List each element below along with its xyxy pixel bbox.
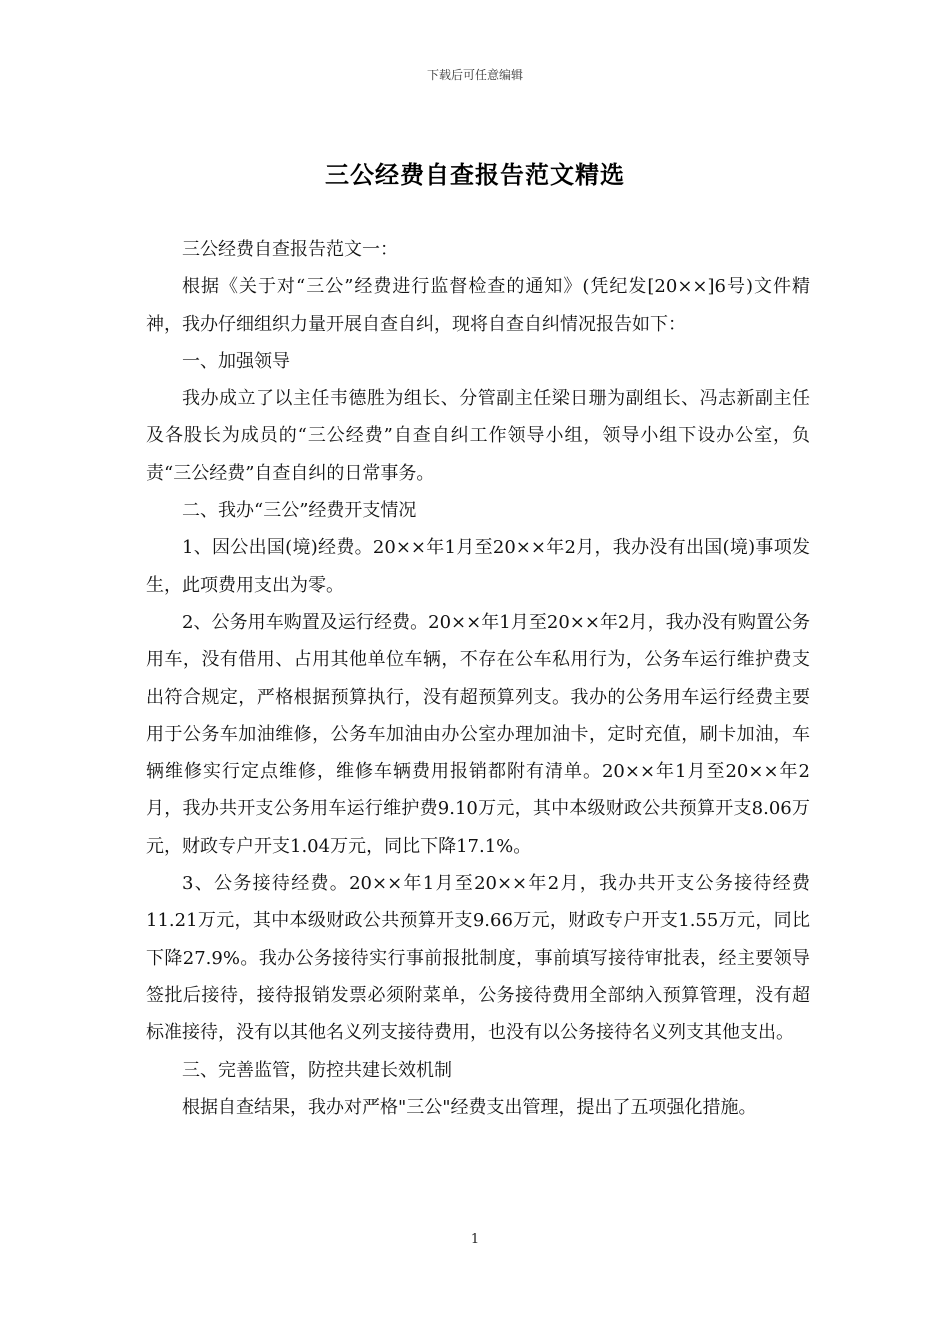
paragraph-basis: 根据《关于对“三公”经费进行监督检查的通知》(凭纪发[20××]6号)文件精神，我办仔细组织力量开展自查自纠，现将自查自纠情况报告如下： xyxy=(146,276,810,335)
section-heading-supervision: 三、完善监管，防控共建长效机制 xyxy=(182,1059,452,1081)
section-heading-leadership: 一、加强领导 xyxy=(182,350,290,372)
paragraph-leadership: 我办成立了以主任韦德胜为组长、分管副主任梁日珊为副组长、冯志新副主任及各股长为成员的“三公经费”自查自纠工作领导小组，领导小组下设办公室，负责“三公经费”自查自纠的日常事务。 xyxy=(146,388,810,484)
document-body xyxy=(146,231,810,1126)
paragraph-intro-heading: 三公经费自查报告范文一： xyxy=(182,239,398,260)
document-title: 三公经费自查报告范文精选 xyxy=(325,160,625,189)
page-number: 1 xyxy=(470,1232,480,1247)
paragraph-overseas-travel: 1、因公出国(境)经费。20××年1月至20××年2月，我办没有出国(境)事项发生，此项费用支出为零。 xyxy=(146,537,810,596)
paragraph-official-vehicles: 2、公务用车购置及运行经费。20××年1月至20××年2月，我办没有购置公务用车，没有借用、占用其他单位车辆，不存在公车私用行为，公务车运行维护费支出符合规定，严格根据预算执行，没有超预算列支。我办的公务用车运行经费主要用于公务车加油维修，公务车加油由办公室办理加油卡，定时充值，刷卡加油，车辆维修实行定点维修，维修车辆费用报销都附有清单。20××年1月至20××年2月，我办共开支公务用车运行维护费9.10万元，其中本级财政公共预算开支8.06万元，财政专户开支1.04万元，同比下降17.1%。 xyxy=(146,611,810,857)
header-note: 下载后可任意编辑 xyxy=(426,68,523,82)
paragraph-measures: 根据自查结果，我办对严格"三公"经费支出管理，提出了五项强化措施。 xyxy=(182,1096,757,1118)
section-heading-expenditure: 二、我办“三公”经费开支情况 xyxy=(182,500,417,522)
paragraph-official-reception: 3、公务接待经费。20××年1月至20××年2月，我办共开支公务接待经费11.21万元，其中本级财政公共预算开支9.66万元，财政专户开支1.55万元，同比下降27.9%。我办公务接待实行事前报批制度，事前填写接待审批表，经主要领导签批后接待，接待报销发票必须附菜单，公务接待费用全部纳入预算管理，没有超标准接待，没有以其他名义列支接待费用，也没有以公务接待名义列支其他支出。 xyxy=(146,873,810,1044)
